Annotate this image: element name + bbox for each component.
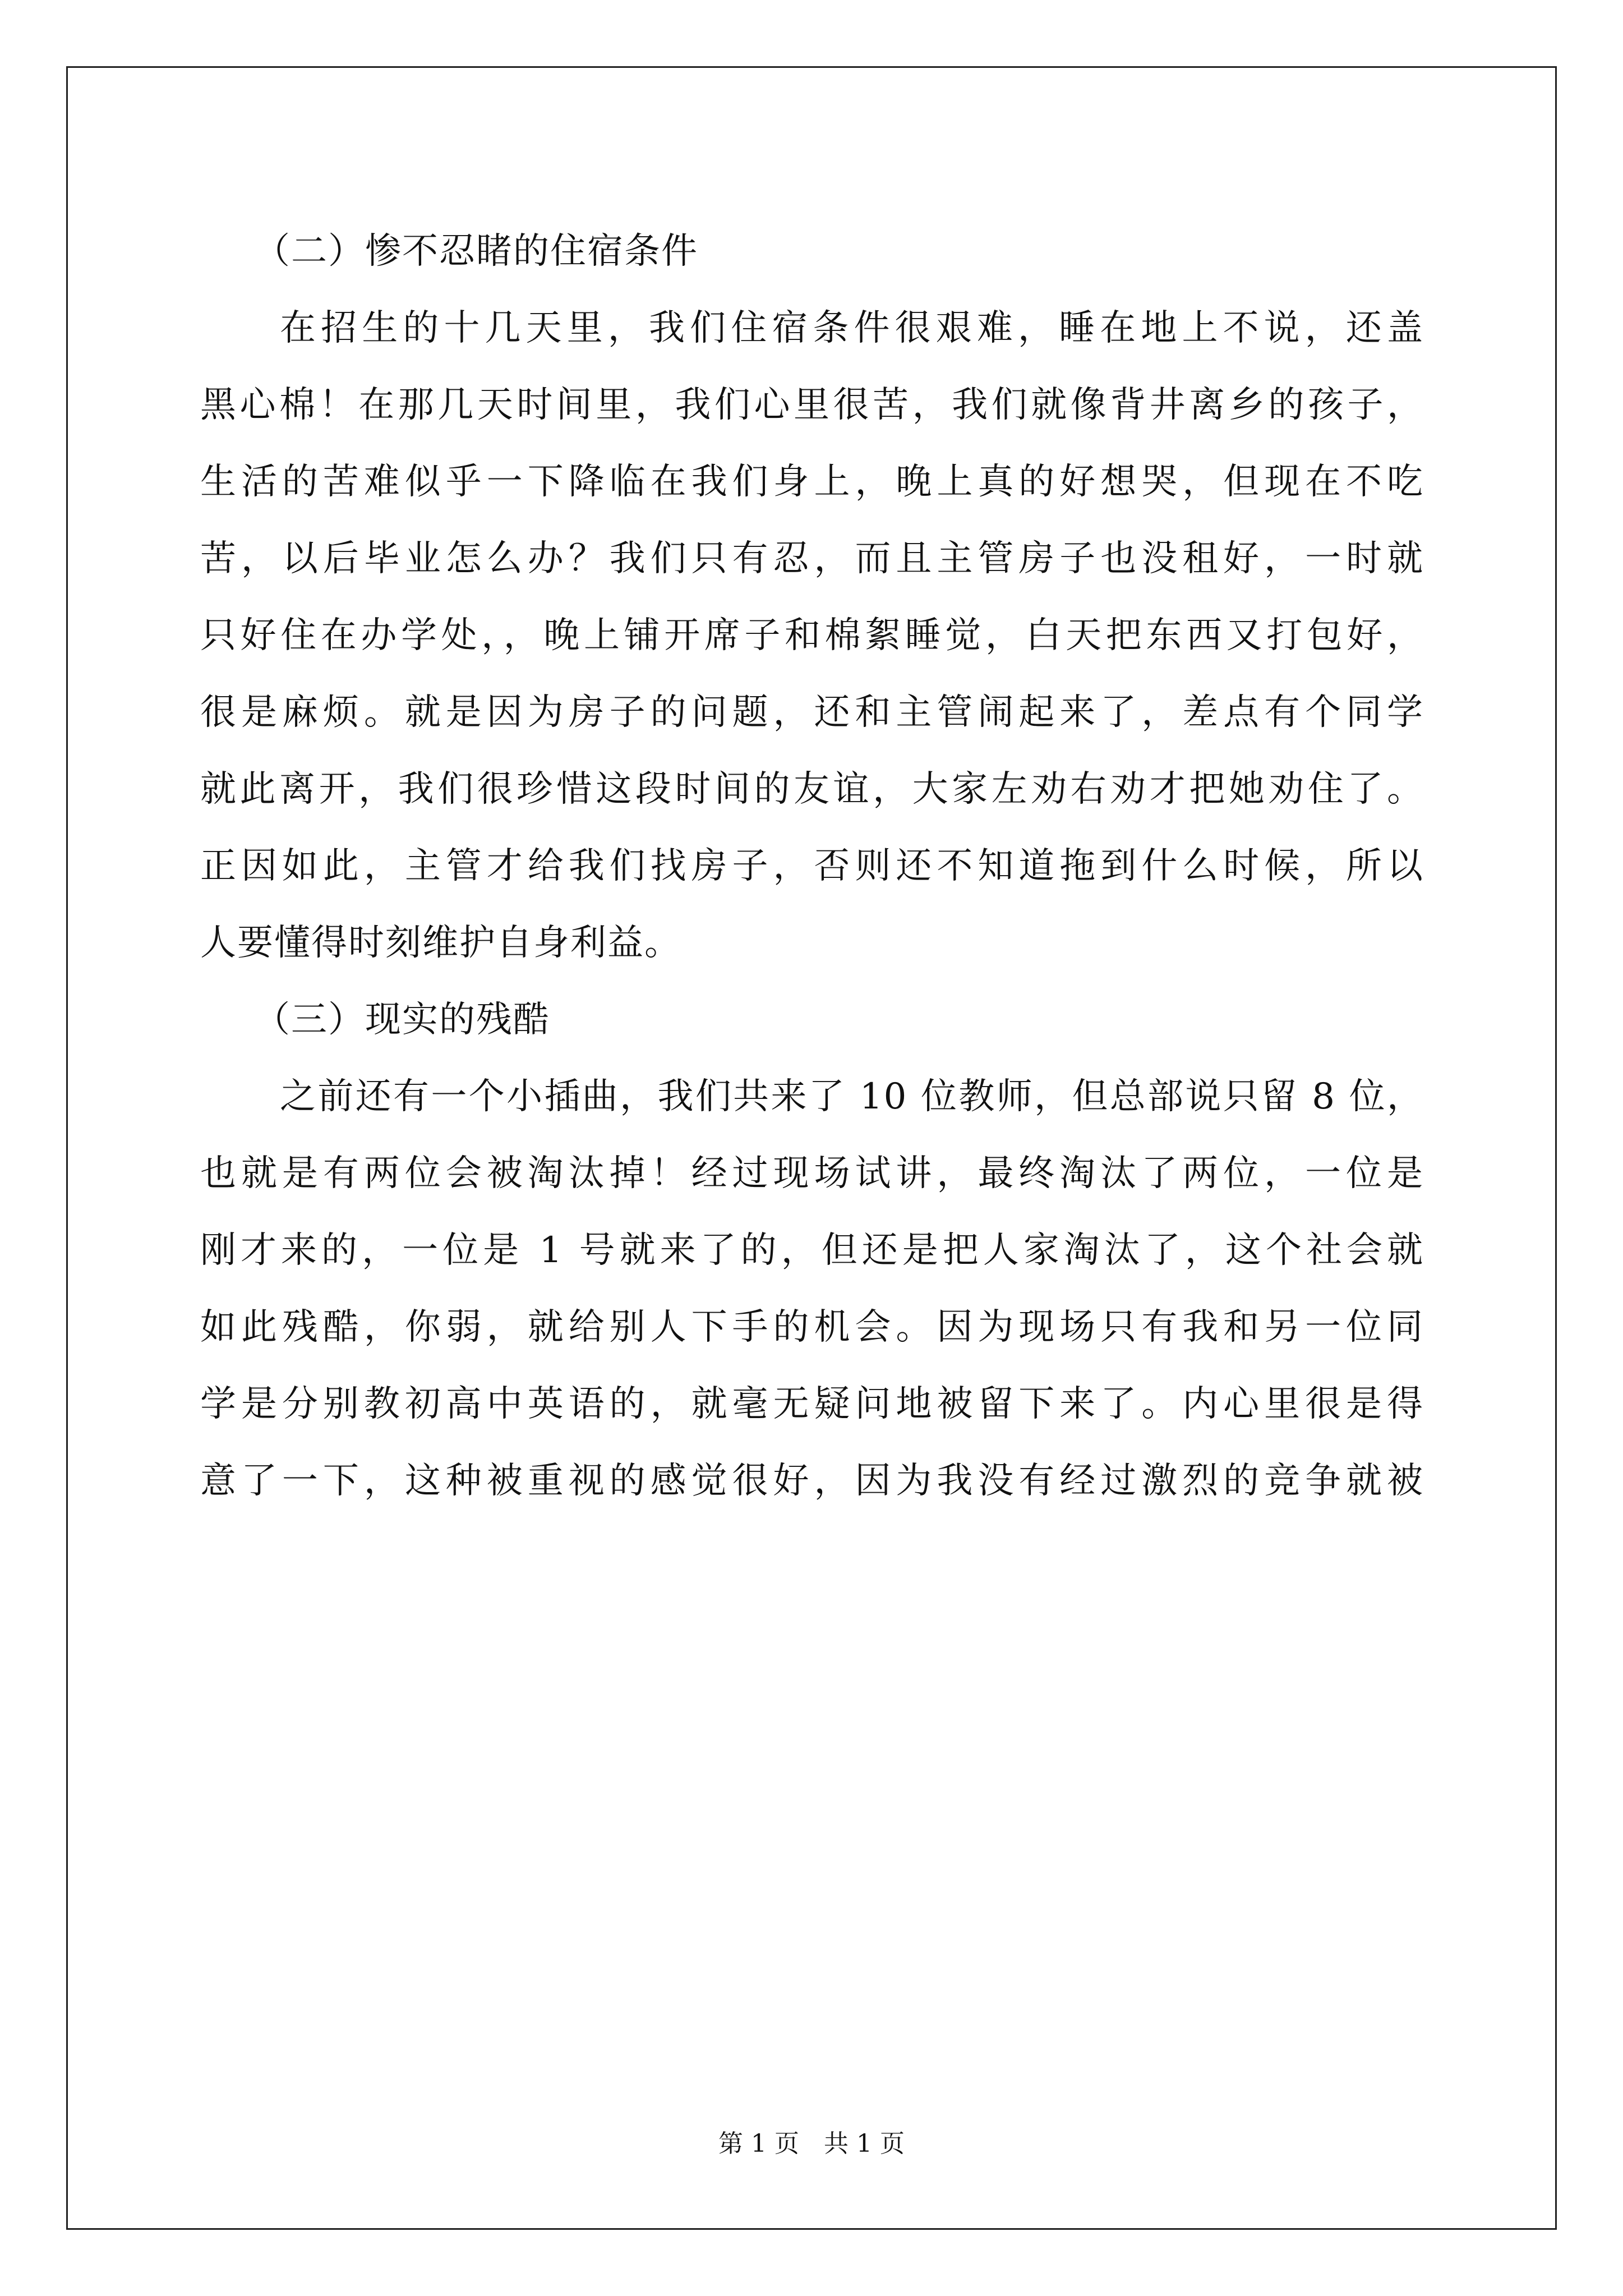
section-heading: （三）现实的残酷 <box>254 999 550 1041</box>
paragraph-line: 苦，以后毕业怎么办？我们只有忍，而且主管房子也没租好，一时就 <box>200 538 1424 579</box>
paragraph-line: 正因如此，主管才给我们找房子，否则还不知道拖到什么时候，所以 <box>200 845 1424 887</box>
paragraph-line: 在招生的十几天里，我们住宿条件很艰难，睡在地上不说，还盖 <box>280 307 1424 349</box>
paragraph-line: 刚才来的，一位是 1 号就来了的，但还是把人家淘汰了，这个社会就 <box>200 1230 1424 1271</box>
paragraph-line: 只好住在办学处，，晚上铺开席子和棉絮睡觉，白天把东西又打包好， <box>200 615 1424 656</box>
paragraph-line: 很是麻烦。就是因为房子的问题，还和主管闹起来了，差点有个同学 <box>200 692 1424 733</box>
document-body <box>200 213 1424 1520</box>
paragraph-line: 就此离开，我们很珍惜这段时间的友谊，大家左劝右劝才把她劝住了。 <box>200 769 1424 810</box>
paragraph-line: 黑心棉！在那几天时间里，我们心里很苦，我们就像背井离乡的孩子， <box>200 384 1424 426</box>
paragraph-line: 之前还有一个小插曲，我们共来了 10 位教师，但总部说只留 8 位， <box>280 1076 1424 1117</box>
paragraph-line: 生活的苦难似乎一下降临在我们身上，晚上真的好想哭，但现在不吃 <box>200 461 1424 503</box>
paragraph-line: 也就是有两位会被淘汰掉！经过现场试讲，最终淘汰了两位，一位是 <box>200 1153 1424 1194</box>
page-number: 第 1 页 共 1 页 <box>718 2129 905 2158</box>
paragraph-line: 人要懂得时刻维护自身利益。 <box>200 922 681 964</box>
paragraph-line: 如此残酷，你弱，就给别人下手的机会。因为现场只有我和另一位同 <box>200 1306 1424 1348</box>
section-heading: （二）惨不忍睹的住宿条件 <box>254 231 698 272</box>
paragraph-line: 学是分别教初高中英语的，就毫无疑问地被留下来了。内心里很是得 <box>200 1383 1424 1425</box>
paragraph-line: 意了一下，这种被重视的感觉很好，因为我没有经过激烈的竞争就被 <box>200 1460 1424 1502</box>
